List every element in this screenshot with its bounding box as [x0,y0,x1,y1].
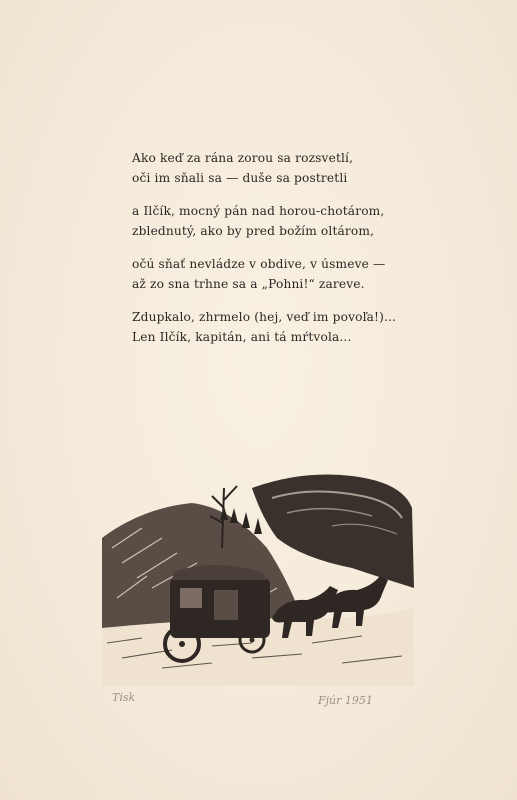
poem-line: Ako keď za rána zorou sa rozsvetlí, [132,151,354,165]
stanza-2 [132,201,422,241]
signature-left: Tisk [112,691,136,704]
poem-line: až zo sna trhne sa a „Pohni!“ zareve. [132,277,365,291]
stanza-3 [132,254,422,294]
poem-line: oči im sňali sa — duše sa postretli [132,171,348,185]
poem-line: Zdupkalo, zhrmelo (hej, veď im povoľa!)... [132,310,397,324]
stanza-1 [132,148,422,188]
poem-text [132,148,422,360]
poem-line: očú sňať nevládze v obdive, v úsmeve — [132,257,386,271]
stanza-4 [132,307,422,347]
signature-right: Fjúr 1951 [318,694,373,707]
woodcut-illustration [102,468,414,686]
poem-line: Len Ilčík, kapitán, ani tá mŕtvola... [132,330,352,344]
poem-line: a Ilčík, mocný pán nad horou-chotárom, [132,204,385,218]
poem-line: zblednutý, ako by pred božím oltárom, [132,224,375,238]
